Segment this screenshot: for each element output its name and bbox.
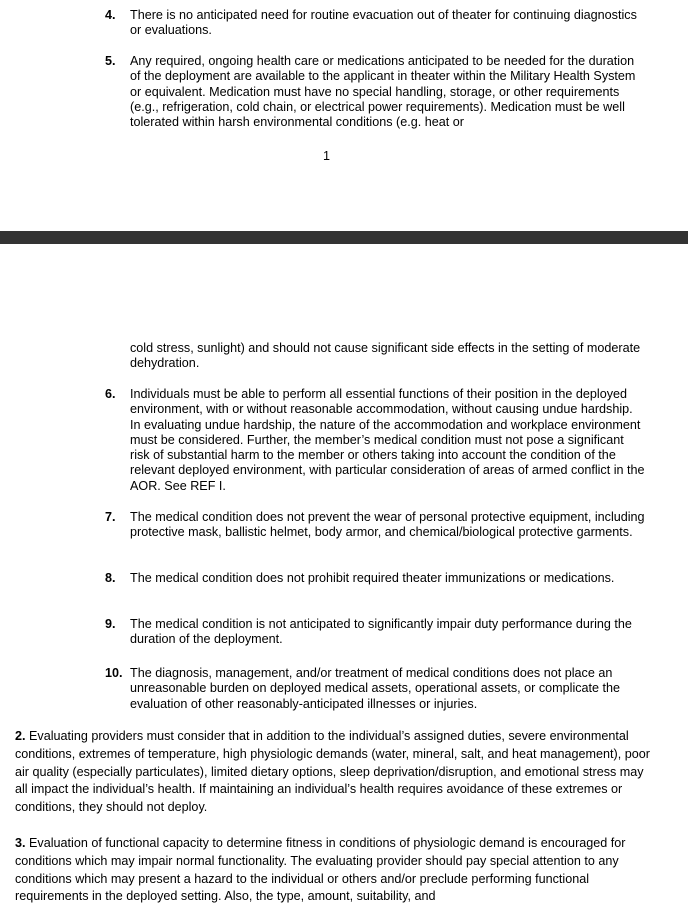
list-number: 10. bbox=[105, 666, 123, 680]
paragraph-number: 2. bbox=[15, 729, 26, 743]
page-number: 1 bbox=[323, 149, 331, 163]
continuation-text: cold stress, sunlight) and should not cause significant side effects in the setting of moderate dehydration. bbox=[130, 341, 641, 371]
list-number: 5. bbox=[105, 54, 116, 68]
list-number: 4. bbox=[105, 8, 116, 22]
paragraph-number: 3. bbox=[15, 836, 26, 850]
list-number: 6. bbox=[105, 387, 116, 401]
list-number: 8. bbox=[105, 571, 116, 585]
list-text: Individuals must be able to perform all essential functions of their position in the deployed environment, with or without reasonable accommodation, without causing undue hardship. In evaluating undue hardship, the nature of the accommodation and workplace environment must be considered. Further, the member’s medical condition must not pose a significant risk of substantial harm to the member or others taking into account the condition of the relevant deployed environment, with particular consideration of areas of armed conflict in the AOR. See REF I. bbox=[130, 387, 645, 493]
list-text: The medical condition does not prohibit required theater immunizations or medications. bbox=[130, 571, 615, 585]
list-number: 7. bbox=[105, 510, 116, 524]
list-text: The medical condition is not anticipated to significantly impair duty performance during the duration of the deployment. bbox=[130, 617, 632, 647]
list-number: 9. bbox=[105, 617, 116, 631]
paragraph-text: Evaluating providers must consider that in addition to the individual’s assigned duties, severe environmental conditions, extremes of temperature, high physiologic demands (water, mineral, salt, and heat management), poor air quality (especially particulates), limited dietary options, sleep deprivation/disruption, and emotional stress may all impact the individual’s health. If maintaining an individual’s health requires avoidance of these extremes or conditions, they should not deploy. bbox=[15, 729, 650, 815]
paragraph-3 bbox=[15, 835, 655, 906]
paragraph-text: Evaluation of functional capacity to determine fitness in conditions of physiologic demand is encouraged for conditions which may impair normal functionality. The evaluating provider should pay special attention to any conditions which may present a hazard to the individual or others and/or preclude performing functional requirements in the deployed setting. Also, the type, amount, suitability, and bbox=[15, 836, 626, 904]
list-text: There is no anticipated need for routine evacuation out of theater for continuing diagnostics or evaluations. bbox=[130, 8, 637, 38]
list-text: Any required, ongoing health care or medications anticipated to be needed for the duration of the deployment are available to the applicant in theater within the Military Health System or equivalent. Medication must have no special handling, storage, or other requirements (e.g., refrigeration, cold chain, or electrical power requirements). Medication must be well tolerated within harsh environmental conditions (e.g. heat or bbox=[130, 54, 636, 130]
paragraph-2 bbox=[15, 728, 655, 817]
page-divider bbox=[0, 231, 688, 244]
list-text: The medical condition does not prevent the wear of personal protective equipment, including protective mask, ballistic helmet, body armor, and chemical/biological protective garments. bbox=[130, 510, 645, 540]
list-text: The diagnosis, management, and/or treatment of medical conditions does not place an unreasonable burden on deployed medical assets, operational assets, or complicate the evaluation of other reasonably-anticipated illnesses or injuries. bbox=[130, 666, 621, 711]
